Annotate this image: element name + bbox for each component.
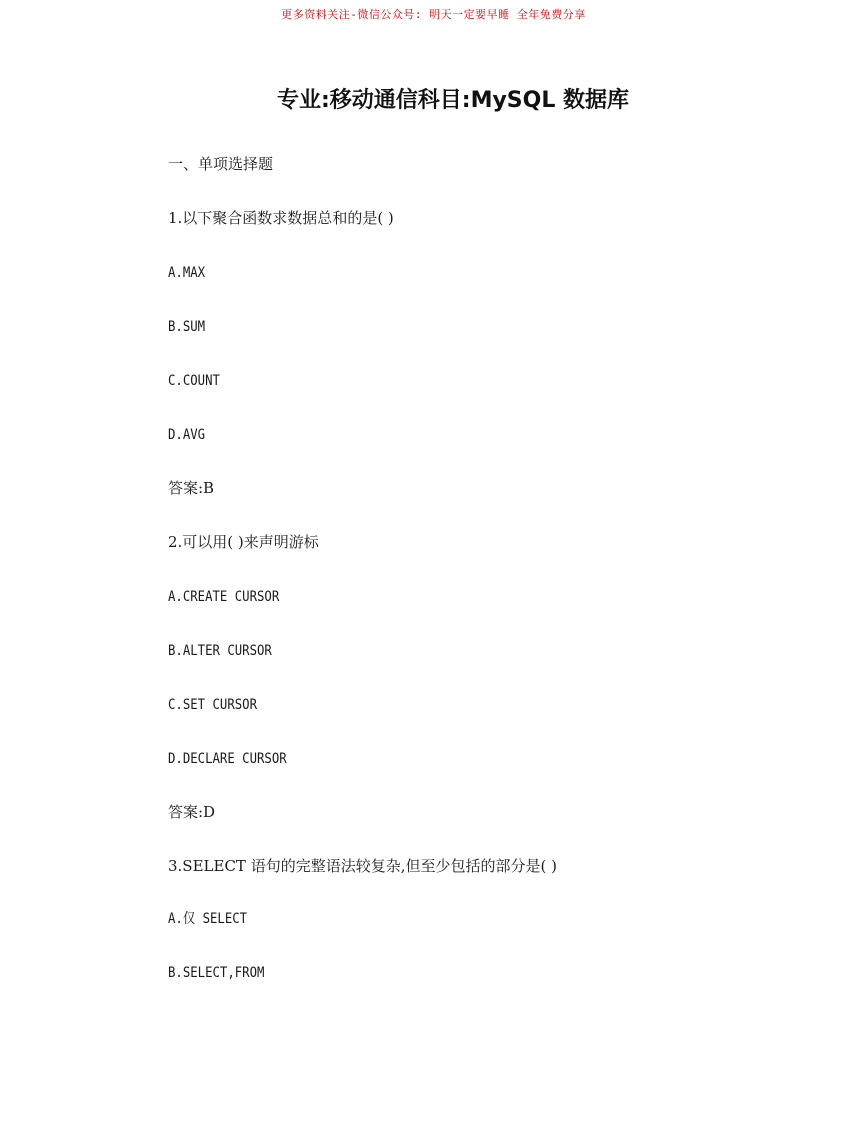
page-title: 专业:移动通信科目:MySQL 数据库 — [276, 88, 630, 113]
question-2-option-c: C.SET CURSOR — [168, 697, 258, 713]
question-1-answer: 答案:B — [168, 479, 215, 497]
section-heading: 一、单项选择题 — [168, 155, 274, 173]
question-3-option-b: B.SELECT,FROM — [168, 965, 265, 981]
question-2-option-a: A.CREATE CURSOR — [168, 589, 280, 605]
question-1-option-c: C.COUNT — [168, 373, 220, 389]
question-1-option-b: B.SUM — [168, 319, 206, 335]
question-1-option-d: D.AVG — [168, 427, 206, 443]
header-banner: 更多资料关注-微信公众号: 明天一定要早睡 全年免费分享 — [281, 8, 586, 21]
question-2-option-d: D.DECLARE CURSOR — [168, 751, 287, 767]
question-3-option-a: A.仅 SELECT — [168, 911, 248, 927]
question-2-answer: 答案:D — [168, 803, 216, 821]
question-3-stem: 3.SELECT 语句的完整语法较复杂,但至少包括的部分是( ) — [168, 857, 557, 875]
question-2-stem: 2.可以用( )来声明游标 — [168, 533, 319, 551]
question-1-option-a: A.MAX — [168, 265, 206, 281]
question-2-option-b: B.ALTER CURSOR — [168, 643, 272, 659]
question-1-stem: 1.以下聚合函数求数据总和的是( ) — [168, 209, 394, 227]
